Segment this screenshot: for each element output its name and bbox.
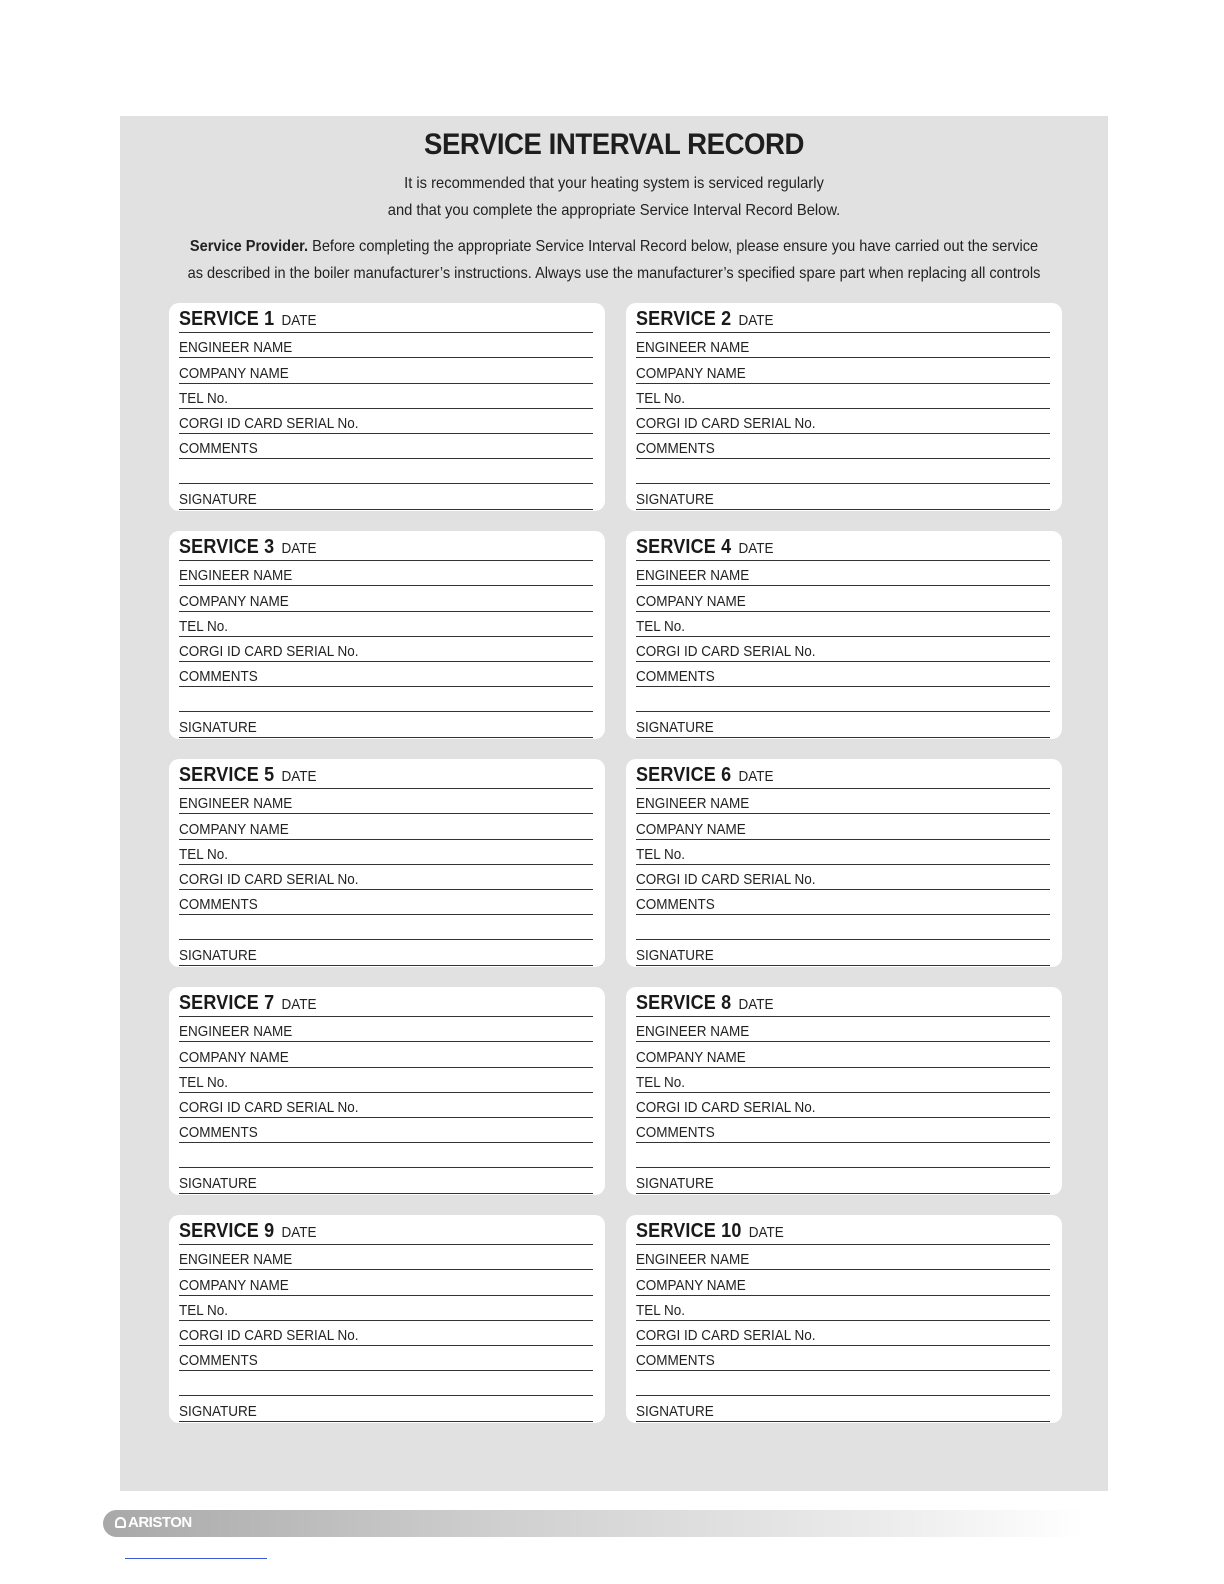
date-label: DATE — [738, 312, 774, 330]
service-heading — [179, 992, 317, 1015]
tel-label: TEL No. — [636, 1073, 686, 1091]
corgi-serial-field[interactable] — [636, 637, 1050, 662]
date-field[interactable] — [636, 1220, 1050, 1245]
date-field[interactable] — [179, 992, 593, 1017]
company-name-label: COMPANY NAME — [636, 364, 746, 382]
comments-extra-line[interactable] — [636, 1371, 1050, 1396]
service-form — [636, 764, 1050, 966]
comments-label: COMMENTS — [179, 896, 258, 914]
page-title: SERVICE INTERVAL RECORD — [424, 128, 804, 161]
comments-label: COMMENTS — [636, 1352, 715, 1370]
engineer-name-field[interactable] — [636, 1017, 1050, 1042]
engineer-name-field[interactable] — [179, 561, 593, 586]
service-form — [179, 764, 593, 966]
corgi-serial-field[interactable] — [179, 409, 593, 434]
date-label: DATE — [281, 768, 317, 786]
service-number: SERVICE 5 — [179, 764, 275, 787]
comments-extra-line[interactable] — [636, 915, 1050, 940]
engineer-name-field[interactable] — [179, 1017, 593, 1042]
corgi-serial-field[interactable] — [636, 1321, 1050, 1346]
tel-label: TEL No. — [636, 617, 686, 635]
service-form — [179, 308, 593, 510]
service-number: SERVICE 1 — [179, 308, 275, 331]
service-number: SERVICE 8 — [636, 992, 732, 1015]
company-name-label: COMPANY NAME — [179, 1276, 289, 1294]
comments-extra-line[interactable] — [179, 459, 593, 484]
engineer-name-field[interactable] — [179, 333, 593, 358]
engineer-name-label: ENGINEER NAME — [636, 339, 750, 357]
tel-label: TEL No. — [179, 617, 229, 635]
comments-field[interactable] — [636, 890, 1050, 915]
date-label: DATE — [738, 996, 774, 1014]
company-name-field[interactable] — [636, 358, 1050, 383]
signature-label: SIGNATURE — [636, 490, 714, 508]
tel-field[interactable] — [179, 384, 593, 409]
tel-field[interactable] — [179, 1296, 593, 1321]
comments-label: COMMENTS — [636, 668, 715, 686]
comments-field[interactable] — [179, 890, 593, 915]
service-heading — [179, 536, 317, 559]
tel-label: TEL No. — [179, 1073, 229, 1091]
brand-name: ARISTON — [128, 1514, 192, 1531]
signature-field[interactable] — [179, 940, 593, 965]
company-name-field[interactable] — [636, 586, 1050, 611]
company-name-field[interactable] — [636, 814, 1050, 839]
tel-field[interactable] — [636, 1068, 1050, 1093]
service-number: SERVICE 2 — [636, 308, 732, 331]
service-number: SERVICE 10 — [636, 1220, 742, 1243]
service-number: SERVICE 3 — [179, 536, 275, 559]
service-number: SERVICE 4 — [636, 536, 732, 559]
comments-field[interactable] — [636, 1346, 1050, 1371]
engineer-name-label: ENGINEER NAME — [179, 567, 293, 585]
comments-extra-line[interactable] — [636, 687, 1050, 712]
signature-label: SIGNATURE — [179, 1174, 257, 1192]
date-field[interactable] — [636, 764, 1050, 789]
company-name-field[interactable] — [179, 1042, 593, 1067]
provider-note-text: Before completing the appropriate Service Interval Record below, please ensure you have carried out the service — [308, 238, 1039, 255]
engineer-name-label: ENGINEER NAME — [179, 339, 293, 357]
comments-label: COMMENTS — [179, 440, 258, 458]
company-name-label: COMPANY NAME — [636, 1276, 746, 1294]
company-name-label: COMPANY NAME — [179, 364, 289, 382]
corgi-serial-label: CORGI ID CARD SERIAL No. — [179, 870, 359, 888]
engineer-name-label: ENGINEER NAME — [636, 1023, 750, 1041]
signature-field[interactable] — [636, 712, 1050, 737]
service-heading — [636, 992, 774, 1015]
signature-field[interactable] — [636, 484, 1050, 509]
service-form — [179, 1220, 593, 1422]
signature-field[interactable] — [636, 1396, 1050, 1421]
tel-field[interactable] — [636, 384, 1050, 409]
corgi-serial-field[interactable] — [636, 409, 1050, 434]
comments-field[interactable] — [636, 434, 1050, 459]
company-name-label: COMPANY NAME — [636, 820, 746, 838]
corgi-serial-label: CORGI ID CARD SERIAL No. — [636, 1326, 816, 1344]
service-heading — [636, 308, 774, 331]
service-card — [169, 759, 605, 967]
ariston-logo-icon — [115, 1517, 126, 1528]
comments-extra-line[interactable] — [636, 1143, 1050, 1168]
comments-extra-line[interactable] — [179, 915, 593, 940]
service-card — [626, 531, 1062, 739]
date-field[interactable] — [636, 992, 1050, 1017]
service-card — [169, 531, 605, 739]
company-name-field[interactable] — [179, 586, 593, 611]
engineer-name-label: ENGINEER NAME — [179, 1251, 293, 1269]
corgi-serial-label: CORGI ID CARD SERIAL No. — [636, 642, 816, 660]
comments-label: COMMENTS — [636, 1124, 715, 1142]
service-card — [626, 303, 1062, 511]
signature-field[interactable] — [636, 940, 1050, 965]
company-name-label: COMPANY NAME — [179, 592, 289, 610]
service-card — [169, 987, 605, 1195]
engineer-name-label: ENGINEER NAME — [179, 1023, 293, 1041]
service-form — [636, 536, 1050, 738]
company-name-field[interactable] — [179, 1270, 593, 1295]
service-heading — [636, 536, 774, 559]
date-label: DATE — [281, 540, 317, 558]
comments-label: COMMENTS — [636, 440, 715, 458]
date-field[interactable] — [179, 308, 593, 333]
tel-field[interactable] — [636, 1296, 1050, 1321]
comments-extra-line[interactable] — [179, 687, 593, 712]
engineer-name-label: ENGINEER NAME — [636, 795, 750, 813]
service-heading — [636, 1220, 784, 1243]
footer-bar — [103, 1510, 1083, 1537]
service-form — [636, 992, 1050, 1194]
date-field[interactable] — [179, 1220, 593, 1245]
engineer-name-field[interactable] — [179, 789, 593, 814]
engineer-name-label: ENGINEER NAME — [636, 567, 750, 585]
signature-label: SIGNATURE — [179, 1402, 257, 1420]
signature-label: SIGNATURE — [179, 946, 257, 964]
tel-label: TEL No. — [179, 1301, 229, 1319]
tel-label: TEL No. — [636, 1301, 686, 1319]
comments-extra-line[interactable] — [636, 459, 1050, 484]
signature-field[interactable] — [179, 712, 593, 737]
provider-note-line-1 — [164, 238, 1063, 256]
service-number: SERVICE 6 — [636, 764, 732, 787]
date-field[interactable] — [636, 308, 1050, 333]
corgi-serial-field[interactable] — [636, 865, 1050, 890]
comments-field[interactable] — [179, 1346, 593, 1371]
corgi-serial-field[interactable] — [179, 865, 593, 890]
signature-field[interactable] — [179, 484, 593, 509]
comments-field[interactable] — [179, 434, 593, 459]
date-label: DATE — [738, 540, 774, 558]
service-heading — [636, 764, 774, 787]
service-card — [169, 303, 605, 511]
tel-field[interactable] — [179, 840, 593, 865]
service-number: SERVICE 7 — [179, 992, 275, 1015]
signature-label: SIGNATURE — [179, 718, 257, 736]
corgi-serial-label: CORGI ID CARD SERIAL No. — [179, 1326, 359, 1344]
company-name-field[interactable] — [179, 358, 593, 383]
company-name-label: COMPANY NAME — [636, 592, 746, 610]
signature-label: SIGNATURE — [179, 490, 257, 508]
corgi-serial-label: CORGI ID CARD SERIAL No. — [179, 1098, 359, 1116]
comments-field[interactable] — [636, 1118, 1050, 1143]
tel-field[interactable] — [179, 1068, 593, 1093]
corgi-serial-field[interactable] — [179, 637, 593, 662]
signature-label: SIGNATURE — [636, 718, 714, 736]
corgi-serial-field[interactable] — [179, 1321, 593, 1346]
intro-line-1: It is recommended that your heating system is serviced regularly — [404, 175, 824, 192]
service-number: SERVICE 9 — [179, 1220, 275, 1243]
comments-label: COMMENTS — [636, 896, 715, 914]
signature-label: SIGNATURE — [636, 1174, 714, 1192]
service-card — [626, 759, 1062, 967]
service-form — [179, 536, 593, 738]
corgi-serial-field[interactable] — [636, 1093, 1050, 1118]
engineer-name-label: ENGINEER NAME — [179, 795, 293, 813]
date-label: DATE — [748, 1224, 784, 1242]
engineer-name-field[interactable] — [179, 1245, 593, 1270]
comments-label: COMMENTS — [179, 1124, 258, 1142]
corgi-serial-label: CORGI ID CARD SERIAL No. — [179, 642, 359, 660]
signature-field[interactable] — [636, 1168, 1050, 1193]
corgi-serial-label: CORGI ID CARD SERIAL No. — [636, 870, 816, 888]
comments-extra-line[interactable] — [179, 1143, 593, 1168]
date-field[interactable] — [636, 536, 1050, 561]
intro-line-2: and that you complete the appropriate Service Interval Record Below. — [387, 202, 841, 219]
date-label: DATE — [281, 996, 317, 1014]
tel-label: TEL No. — [636, 389, 686, 407]
service-heading — [179, 764, 317, 787]
date-label: DATE — [281, 1224, 317, 1242]
service-card — [626, 1215, 1062, 1423]
provider-note-heading: Service Provider. — [189, 238, 309, 255]
date-field[interactable] — [179, 536, 593, 561]
tel-label: TEL No. — [636, 845, 686, 863]
signature-field[interactable] — [179, 1168, 593, 1193]
company-name-field[interactable] — [636, 1270, 1050, 1295]
date-field[interactable] — [179, 764, 593, 789]
engineer-name-field[interactable] — [636, 789, 1050, 814]
service-form — [179, 992, 593, 1194]
company-name-label: COMPANY NAME — [179, 820, 289, 838]
corgi-serial-field[interactable] — [179, 1093, 593, 1118]
signature-label: SIGNATURE — [636, 946, 714, 964]
service-form — [636, 308, 1050, 510]
comments-label: COMMENTS — [179, 1352, 258, 1370]
company-name-field[interactable] — [636, 1042, 1050, 1067]
engineer-name-field[interactable] — [636, 333, 1050, 358]
company-name-field[interactable] — [179, 814, 593, 839]
corgi-serial-label: CORGI ID CARD SERIAL No. — [636, 1098, 816, 1116]
date-label: DATE — [281, 312, 317, 330]
service-heading — [179, 1220, 317, 1243]
tel-label: TEL No. — [179, 389, 229, 407]
signature-label: SIGNATURE — [636, 1402, 714, 1420]
service-form — [636, 1220, 1050, 1422]
engineer-name-label: ENGINEER NAME — [636, 1251, 750, 1269]
tel-field[interactable] — [636, 612, 1050, 637]
service-card — [626, 987, 1062, 1195]
corgi-serial-label: CORGI ID CARD SERIAL No. — [179, 414, 359, 432]
engineer-name-field[interactable] — [636, 561, 1050, 586]
company-name-label: COMPANY NAME — [636, 1048, 746, 1066]
comments-field[interactable] — [636, 662, 1050, 687]
tel-field[interactable] — [636, 840, 1050, 865]
service-card — [169, 1215, 605, 1423]
tel-label: TEL No. — [179, 845, 229, 863]
page-link-underline[interactable] — [125, 1558, 267, 1559]
corgi-serial-label: CORGI ID CARD SERIAL No. — [636, 414, 816, 432]
service-heading — [179, 308, 317, 331]
signature-field[interactable] — [179, 1396, 593, 1421]
comments-label: COMMENTS — [179, 668, 258, 686]
comments-field[interactable] — [179, 662, 593, 687]
tel-field[interactable] — [179, 612, 593, 637]
date-label: DATE — [738, 768, 774, 786]
engineer-name-field[interactable] — [636, 1245, 1050, 1270]
comments-extra-line[interactable] — [179, 1371, 593, 1396]
company-name-label: COMPANY NAME — [179, 1048, 289, 1066]
provider-note-line-2: as described in the boiler manufacturer’s instructions. Always use the manufacturer’s specified spare part when replacing all controls — [187, 265, 1041, 282]
ariston-logo — [115, 1514, 192, 1531]
comments-field[interactable] — [179, 1118, 593, 1143]
